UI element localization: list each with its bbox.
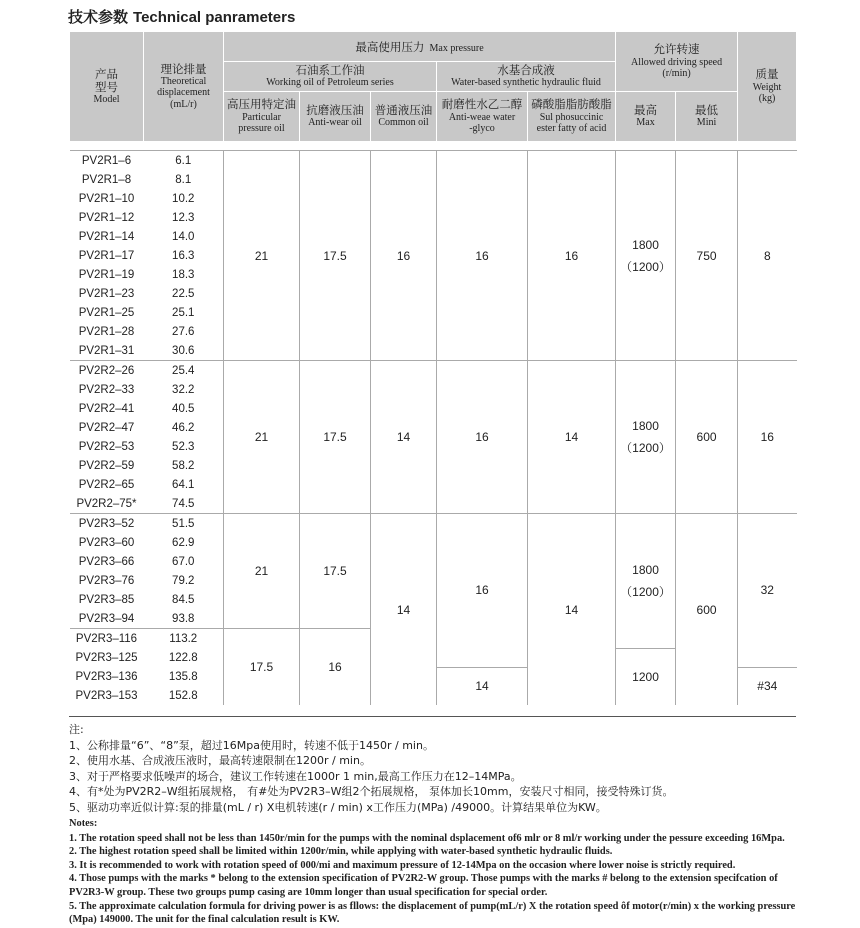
model-cell: PV2R3–136 — [75, 670, 138, 683]
notes-zh — [69, 722, 829, 815]
displacement-cell: 84.5 — [144, 590, 224, 609]
antiwear-pressure-cell: 17.5 — [300, 151, 371, 361]
displacement-cell: 135.8 — [144, 667, 224, 686]
displacement-cell: 14.0 — [144, 227, 224, 246]
model-cell: PV2R3–153 — [75, 689, 138, 702]
displacement-cell: 51.5 — [144, 514, 224, 534]
phosphate-pressure-cell: 14 — [528, 514, 616, 706]
model-cell: PV2R2–53 — [78, 440, 135, 453]
header-particular: 高压用特定油 Particular pressure oil — [224, 92, 300, 142]
displacement-cell: 67.0 — [144, 552, 224, 571]
antiwear-pressure-cell: 17.5 — [300, 361, 371, 514]
speed-max-cell-line: （1200） — [620, 259, 671, 274]
header-max-pressure: 最高使用压力 Max pressure — [224, 32, 616, 62]
displacement-cell: 25.4 — [144, 361, 224, 381]
displacement-cell: 122.8 — [144, 648, 224, 667]
phosphate-pressure-cell: 16 — [528, 151, 616, 361]
page-title-zh: 技术参数 — [68, 8, 129, 26]
displacement-cell: 12.3 — [144, 208, 224, 227]
model-cell: PV2R3–125 — [75, 651, 138, 664]
notes-en-item: 2. The highest rotation speed shall be limited within 1200r/min, while applying with water-based synthetic hydraulic fluids. — [69, 846, 613, 858]
displacement-cell: 6.1 — [144, 151, 224, 171]
model-cell: PV2R2–59 — [78, 459, 135, 472]
model-cell: PV2R3–85 — [78, 593, 135, 606]
weight-cell: 32 — [738, 514, 797, 668]
model-cell: PV2R1–12 — [78, 211, 135, 224]
glyco-pressure-cell: 14 — [437, 667, 528, 705]
table-header — [70, 32, 797, 142]
particular-pressure-cell: 21 — [224, 151, 300, 361]
antiwear-pressure-cell: 17.5 — [300, 514, 371, 629]
speed-max-cell-line: 1800 — [632, 562, 659, 577]
model-cell: PV2R3–60 — [78, 536, 135, 549]
model-cell: PV2R1–31 — [78, 344, 135, 357]
speed-max-cell — [616, 151, 676, 361]
header-phosphate: 磷酸脂脂肪酸脂 Sul phosuccinic ester fatty of acid — [528, 92, 616, 142]
displacement-cell: 62.9 — [144, 533, 224, 552]
notes-en-heading: Notes: — [69, 818, 98, 829]
displacement-cell: 22.5 — [144, 284, 224, 303]
header-speed-max: 最高 Max — [616, 92, 676, 142]
weight-cell: #34 — [738, 667, 797, 705]
speed-min-cell: 600 — [676, 514, 738, 706]
model-cell: PV2R2–33 — [78, 383, 135, 396]
displacement-cell: 74.5 — [144, 494, 224, 514]
model-cell: PV2R2–47 — [78, 421, 135, 434]
speed-max-cell-line: （1200） — [620, 584, 671, 599]
notes-zh-item: 5、驱动功率近似计算:泵的排量(mL / r) X电机转速(r / min) x工作压力(MPa) /49000。计算结果单位为KW。 — [69, 800, 607, 814]
model-cell: PV2R3–116 — [70, 629, 144, 649]
model-cell: PV2R2–26 — [70, 361, 144, 381]
speed-max-cell-line: （1200） — [620, 441, 671, 455]
notes-en-item: (Mpa) 149000. The unit for the final calculation result is KW. — [69, 914, 340, 926]
model-cell: PV2R1–23 — [78, 287, 135, 300]
model-cell: PV2R2–65 — [78, 478, 135, 491]
displacement-cell: 32.2 — [144, 380, 224, 399]
spec-table — [69, 31, 797, 705]
speed-max-cell-line: 1800 — [632, 237, 659, 252]
header-antiwear: 抗磨液压油 Anti-wear oil — [300, 92, 371, 142]
displacement-cell: 79.2 — [144, 571, 224, 590]
notes-en-item: PV2R3-W group. These two groups pump casing are 10mm longer than usual specification for special order. — [69, 886, 548, 898]
model-cell: PV2R3–66 — [78, 555, 135, 568]
model-cell: PV2R3–52 — [70, 514, 144, 534]
particular-pressure-cell: 21 — [224, 361, 300, 514]
header-glyco: 耐磨性水乙二醇 Anti-weae water -glyco — [437, 92, 528, 142]
common-pressure-cell: 14 — [371, 514, 437, 706]
speed-max-cell-line: 1800 — [632, 419, 659, 433]
header-displacement: 理论排量 Theoretical displacement (mL/r) — [144, 32, 224, 142]
common-pressure-cell: 16 — [371, 151, 437, 361]
particular-pressure-cell: 21 — [224, 514, 300, 629]
model-cell: PV2R1–28 — [78, 325, 135, 338]
glyco-pressure-cell: 16 — [437, 151, 528, 361]
phosphate-pressure-cell: 14 — [528, 361, 616, 514]
model-cell: PV2R2–75* — [76, 497, 137, 510]
page-title-en: Technical panrameters — [133, 9, 296, 26]
displacement-cell: 52.3 — [144, 437, 224, 456]
header-weight: 质量 Weight (kg) — [738, 32, 797, 142]
speed-max-cell — [616, 514, 676, 649]
glyco-pressure-cell: 16 — [437, 361, 528, 514]
displacement-cell: 58.2 — [144, 456, 224, 475]
notes-zh-heading: 注: — [69, 723, 84, 736]
glyco-pressure-cell: 16 — [437, 514, 528, 668]
displacement-cell: 93.8 — [144, 609, 224, 629]
displacement-cell: 46.2 — [144, 418, 224, 437]
header-water-based: 水基合成液 Water-based synthetic hydraulic fluid — [437, 62, 616, 92]
model-cell: PV2R3–76 — [78, 574, 135, 587]
displacement-cell: 40.5 — [144, 399, 224, 418]
displacement-cell: 8.1 — [144, 170, 224, 189]
header-common: 普通液压油 Common oil — [371, 92, 437, 142]
speed-max-cell — [616, 361, 676, 514]
displacement-cell: 25.1 — [144, 303, 224, 322]
header-petroleum: 石油系工作油 Working oil of Petroleum series — [224, 62, 437, 92]
displacement-cell: 30.6 — [144, 341, 224, 361]
displacement-cell: 18.3 — [144, 265, 224, 284]
speed-max-cell: 1200 — [616, 648, 676, 705]
page-title — [68, 6, 295, 27]
model-cell: PV2R1–17 — [78, 249, 135, 262]
notes-zh-item: 2、使用水基、合成液压液时，最高转速限制在1200r / min。 — [69, 754, 371, 767]
displacement-cell: 16.3 — [144, 246, 224, 265]
weight-cell: 16 — [738, 361, 797, 514]
notes-en-item: 4. Those pumps with the marks * belong to the extension specification of PV2R2-W group. Those pumps with the marks # belong to the extension specifcation of — [69, 873, 778, 885]
model-cell: PV2R1–14 — [78, 230, 135, 243]
displacement-cell: 64.1 — [144, 475, 224, 494]
speed-min-cell: 600 — [676, 361, 738, 514]
model-cell: PV2R3–94 — [78, 612, 135, 625]
notes — [69, 722, 829, 927]
table-bottom-rule — [69, 716, 796, 717]
model-cell: PV2R1–25 — [78, 306, 135, 319]
table-row — [70, 514, 797, 534]
header-speed-min: 最低 Mini — [676, 92, 738, 142]
notes-zh-item: 3、对于严格要求低噪声的场合，建议工作转速在1000r 1 min,最高工作压力在12–14MPa。 — [69, 769, 522, 783]
table-body — [70, 142, 797, 706]
weight-cell: 8 — [738, 151, 797, 361]
displacement-cell: 27.6 — [144, 322, 224, 341]
particular-pressure-cell: 17.5 — [224, 629, 300, 706]
model-cell: PV2R1–6 — [70, 151, 144, 171]
model-cell: PV2R1–10 — [78, 192, 135, 205]
speed-min-cell: 750 — [676, 151, 738, 361]
table-row — [70, 151, 797, 171]
model-cell: PV2R1–8 — [81, 173, 132, 186]
notes-en-item: 3. It is recommended to work with rotation speed of 000/mi and maximum pressure of 12-14Mpa on the occasion where lower noise is strictly required. — [69, 859, 736, 871]
model-cell: PV2R2–41 — [78, 402, 135, 415]
model-cell: PV2R1–19 — [78, 268, 135, 281]
antiwear-pressure-cell: 16 — [300, 629, 371, 706]
displacement-cell: 152.8 — [144, 686, 224, 705]
notes-en — [69, 817, 829, 927]
notes-zh-item: 1、公称排量“6”、“8”泵，超过16Mpa使用时，转速不低于1450r / min。 — [69, 738, 434, 752]
notes-zh-item: 4、有*处为PV2R2–W组拓展规格， 有#处为PV2R3–W组2个拓展规格， 泵体加长10mm，安装尺寸相同，接受特殊订货。 — [69, 785, 674, 798]
notes-en-item: 5. The approximate calculation formula for driving power is as fllows: the displacement of pump(mL/r) X the rotation speed ôf motor(r/min) x the working pressure — [69, 900, 796, 912]
displacement-cell: 113.2 — [144, 629, 224, 649]
notes-en-item: 1. The rotation speed shall not be less than 1450r/min for the pumps with the nominal dsplacement of6 mlr or 8 ml/r working under the pessure exceeding 16Mpa. — [69, 832, 785, 844]
displacement-cell: 10.2 — [144, 189, 224, 208]
common-pressure-cell: 14 — [371, 361, 437, 514]
header-speed: 允许转速 Allowed driving speed (r/min) — [616, 32, 738, 92]
header-model: 产品 型号 Model — [70, 32, 144, 142]
table-row — [70, 361, 797, 381]
